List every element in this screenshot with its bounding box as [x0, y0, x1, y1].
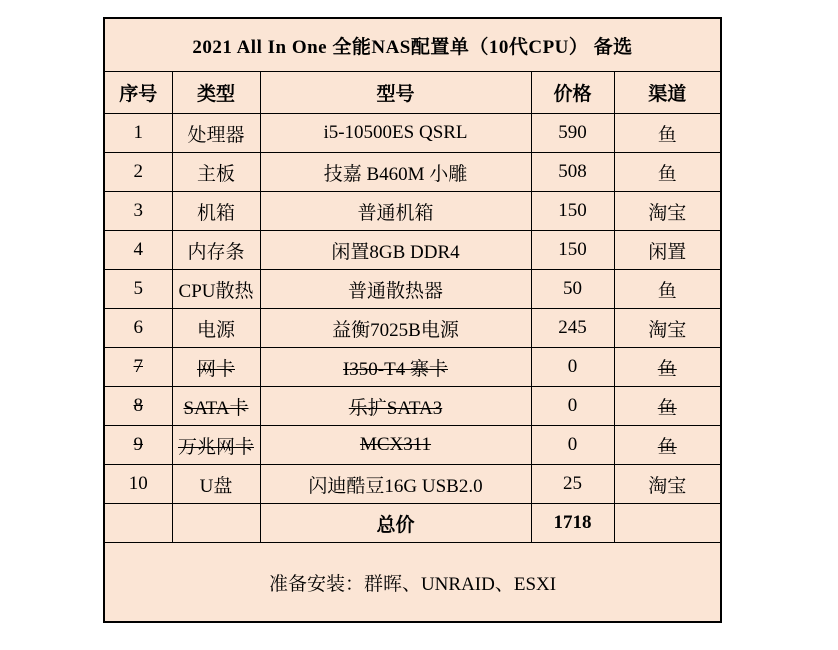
total-row-empty-channel — [614, 504, 721, 543]
total-value: 1718 — [531, 504, 614, 543]
cell-type: SATA卡 — [172, 387, 260, 426]
column-header-model: 型号 — [260, 72, 531, 114]
cell-channel: 鱼 — [614, 426, 721, 465]
cell-price: 25 — [531, 465, 614, 504]
total-label: 总价 — [260, 504, 531, 543]
cell-price: 0 — [531, 348, 614, 387]
table-row — [104, 270, 721, 309]
footer-note: 准备安装：群晖、UNRAID、ESXI — [104, 543, 721, 623]
cell-model: 普通散热器 — [260, 270, 531, 309]
cell-type: 网卡 — [172, 348, 260, 387]
table-row — [104, 114, 721, 153]
table-row — [104, 192, 721, 231]
cell-type: 内存条 — [172, 231, 260, 270]
cell-model: 闪迪酷豆16G USB2.0 — [260, 465, 531, 504]
table-title-row — [104, 18, 721, 72]
total-row — [104, 504, 721, 543]
cell-price: 245 — [531, 309, 614, 348]
footer-row — [104, 543, 721, 623]
table-header-row — [104, 72, 721, 114]
cell-no: 8 — [104, 387, 172, 426]
cell-model: MCX311 — [260, 426, 531, 465]
cell-model: 普通机箱 — [260, 192, 531, 231]
cell-channel: 鱼 — [614, 348, 721, 387]
cell-price: 590 — [531, 114, 614, 153]
cell-channel: 鱼 — [614, 387, 721, 426]
table-row — [104, 309, 721, 348]
cell-model: 技嘉 B460M 小雕 — [260, 153, 531, 192]
table-row — [104, 465, 721, 504]
table-row — [104, 348, 721, 387]
cell-price: 150 — [531, 231, 614, 270]
cell-channel: 淘宝 — [614, 309, 721, 348]
cell-no: 6 — [104, 309, 172, 348]
cell-no: 2 — [104, 153, 172, 192]
column-header-type: 类型 — [172, 72, 260, 114]
table-row — [104, 231, 721, 270]
cell-type: 处理器 — [172, 114, 260, 153]
cell-model: 益衡7025B电源 — [260, 309, 531, 348]
cell-type: 主板 — [172, 153, 260, 192]
column-header-no: 序号 — [104, 72, 172, 114]
cell-type: 机箱 — [172, 192, 260, 231]
cell-type: CPU散热 — [172, 270, 260, 309]
cell-price: 150 — [531, 192, 614, 231]
cell-no: 3 — [104, 192, 172, 231]
total-row-empty-no — [104, 504, 172, 543]
nas-config-table — [103, 17, 722, 623]
cell-price: 50 — [531, 270, 614, 309]
cell-channel: 淘宝 — [614, 465, 721, 504]
column-header-price: 价格 — [531, 72, 614, 114]
cell-no: 9 — [104, 426, 172, 465]
cell-price: 0 — [531, 387, 614, 426]
cell-channel: 鱼 — [614, 270, 721, 309]
cell-no: 4 — [104, 231, 172, 270]
table-row — [104, 153, 721, 192]
cell-model: 闲置8GB DDR4 — [260, 231, 531, 270]
cell-channel: 鱼 — [614, 153, 721, 192]
cell-no: 7 — [104, 348, 172, 387]
cell-type: 万兆网卡 — [172, 426, 260, 465]
cell-price: 508 — [531, 153, 614, 192]
cell-model: I350-T4 寨卡 — [260, 348, 531, 387]
cell-no: 1 — [104, 114, 172, 153]
column-header-channel: 渠道 — [614, 72, 721, 114]
cell-type: 电源 — [172, 309, 260, 348]
cell-model: i5-10500ES QSRL — [260, 114, 531, 153]
cell-price: 0 — [531, 426, 614, 465]
cell-model: 乐扩SATA3 — [260, 387, 531, 426]
cell-type: U盘 — [172, 465, 260, 504]
table-row — [104, 387, 721, 426]
table-title: 2021 All In One 全能NAS配置单（10代CPU） 备选 — [104, 18, 721, 72]
cell-channel: 鱼 — [614, 114, 721, 153]
total-row-empty-type — [172, 504, 260, 543]
cell-no: 10 — [104, 465, 172, 504]
cell-no: 5 — [104, 270, 172, 309]
cell-channel: 淘宝 — [614, 192, 721, 231]
cell-channel: 闲置 — [614, 231, 721, 270]
table-row — [104, 426, 721, 465]
